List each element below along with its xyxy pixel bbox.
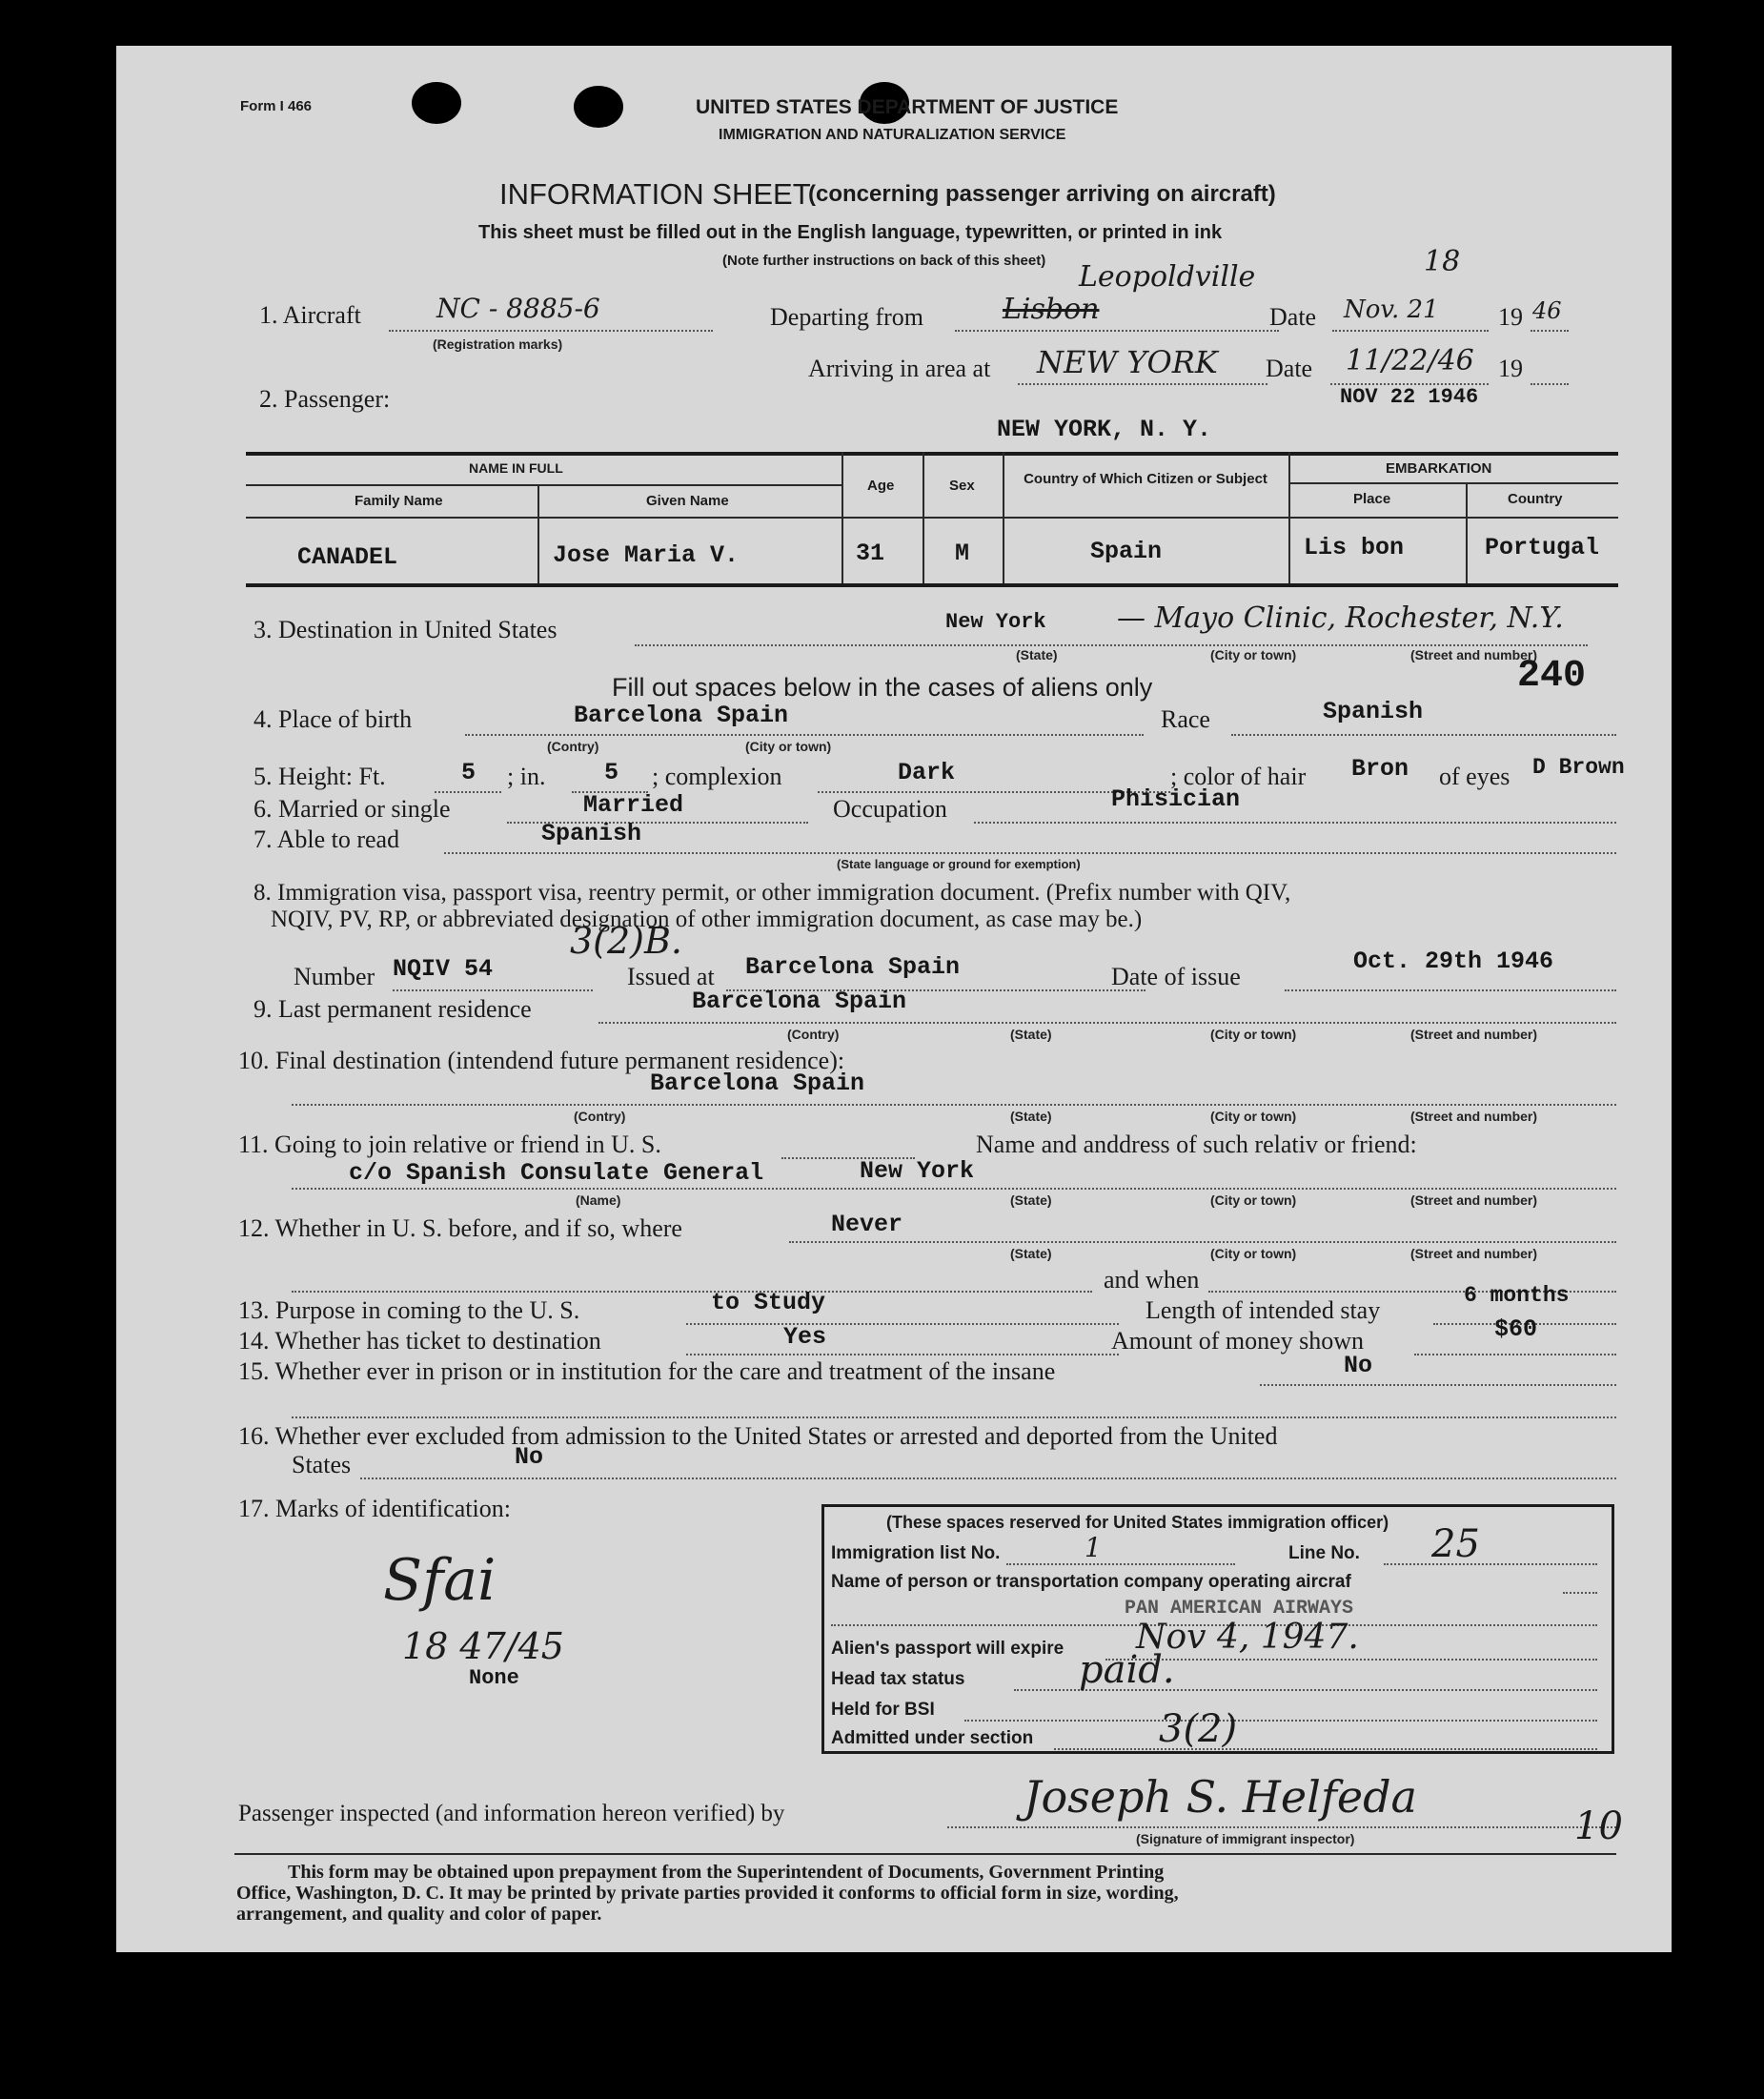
q12-city-caption: (City or town) (1210, 1246, 1297, 1261)
aliens-only-note: Fill out spaces below in the cases of aliens only (612, 673, 1153, 702)
eyes-value: D Brown (1532, 755, 1625, 780)
embarkation-place-header: Place (1353, 491, 1391, 507)
punch-hole-1 (412, 82, 461, 124)
q3-state: New York (945, 610, 1046, 634)
arriving-value: NEW YORK (1037, 344, 1218, 380)
document-number-label: Number (294, 963, 375, 990)
held-bsi-label: Held for BSI (831, 1700, 935, 1720)
issued-at-label: Issued at (627, 963, 715, 990)
q6-label: 6. Married or single (253, 795, 451, 823)
departing-value: Lisbon (1003, 293, 1100, 326)
admitted-section-value: 3(2) (1159, 1707, 1238, 1751)
q10-city-caption: (City or town) (1210, 1109, 1297, 1124)
q12-label: 12. Whether in U. S. before, and if so, where (238, 1214, 682, 1242)
relative-name-value: c/o Spanish Consulate General (349, 1159, 764, 1187)
complexion-value: Dark (898, 759, 956, 786)
departing-label: Departing from (770, 303, 924, 331)
q9-label: 9. Last permanent residence (253, 995, 532, 1023)
q11-state-caption: (State) (1010, 1192, 1052, 1208)
excluded-value: No (515, 1443, 544, 1471)
q12-street-caption: (Street and number) (1410, 1246, 1538, 1261)
citizenship-value: Spain (1090, 538, 1163, 565)
q7-caption: (State language or ground for exemption) (837, 857, 1081, 871)
immigration-list-value: 1 (1085, 1532, 1102, 1563)
q13-label: 13. Purpose in coming to the U. S. (238, 1296, 580, 1324)
q3-street-caption: (Street and number) (1410, 647, 1538, 662)
departure-date-correction: 18 (1424, 245, 1461, 278)
form-number: Form I 466 (240, 98, 313, 114)
q10-country-caption: (Contry) (574, 1109, 626, 1124)
last-residence-value: Barcelona Spain (692, 988, 907, 1015)
given-name-header: Given Name (646, 493, 729, 509)
operator-label: Name of person or transportation company operating aircraf (831, 1572, 1351, 1592)
arriving-label: Arriving in area at (808, 355, 991, 382)
line-no-label: Line No. (1288, 1543, 1360, 1563)
previous-us-visit-value: Never (831, 1211, 903, 1238)
q3-label: 3. Destination in United States (253, 616, 558, 643)
relative-city-value: New York (860, 1157, 975, 1185)
instructions: This sheet must be filled out in the English language, typewritten, or printed in ink (478, 222, 1223, 243)
head-tax-value: paid. (1079, 1648, 1175, 1692)
and-when-label: and when (1104, 1266, 1200, 1294)
height-feet-value: 5 (461, 759, 476, 786)
stay-length-label: Length of intended stay (1146, 1296, 1381, 1324)
q11-name-caption: (Name) (576, 1192, 621, 1208)
eyes-label: of eyes (1439, 763, 1511, 790)
q3-city-caption: (City or town) (1210, 647, 1297, 662)
arrival-date-value: 11/22/46 (1346, 344, 1474, 377)
q7-label: 7. Able to read (253, 825, 400, 853)
operator-value: PAN AMERICAN AIRWAYS (1125, 1598, 1354, 1620)
arrival-year-label: 19 (1498, 355, 1523, 382)
footer-line1: This form may be obtained upon prepayment from the Superintendent of Documents, Government Printing (288, 1862, 1165, 1883)
sex-value: M (955, 540, 970, 567)
q16-label: 16. Whether ever excluded from admission to the United States or arrested and deported from the United (238, 1422, 1278, 1450)
department-name: UNITED STATES DEPARTMENT OF JUSTICE (696, 96, 1119, 118)
ticket-value: Yes (783, 1323, 827, 1351)
departure-date-label: Date (1269, 303, 1317, 331)
departure-year-label: 19 (1498, 303, 1523, 331)
q9-country-caption: (Contry) (787, 1027, 840, 1042)
date-of-issue-label: Date of issue (1111, 963, 1241, 990)
complexion-label: ; complexion (652, 763, 782, 790)
q11-street-caption: (Street and number) (1410, 1192, 1538, 1208)
inspector-signature-caption: (Signature of immigrant inspector) (1136, 1831, 1355, 1846)
registration-marks-caption: (Registration marks) (433, 336, 563, 352)
sheet-title: INFORMATION SHEET (499, 177, 811, 211)
embarkation-header: EMBARKATION (1386, 460, 1492, 477)
punch-hole-2 (574, 86, 623, 128)
passenger-label: 2. Passenger: (259, 385, 391, 413)
issued-at-value: Barcelona Spain (745, 953, 961, 981)
able-to-read-value: Spanish (541, 820, 642, 847)
departure-year-value: 46 (1532, 297, 1562, 324)
identification-value: None (469, 1666, 519, 1690)
money-label: Amount of money shown (1111, 1327, 1365, 1355)
q8-line1: 8. Immigration visa, passport visa, reentry permit, or other immigration document. (Prefix number with QIV, (253, 880, 1291, 906)
q11-label2: Name and anddress of such relativ or friend: (976, 1131, 1417, 1158)
q10-street-caption: (Street and number) (1410, 1109, 1538, 1124)
line-no-value: 25 (1431, 1522, 1480, 1566)
height-inches-value: 5 (604, 759, 619, 786)
q15-label: 15. Whether ever in prison or in institution for the care and treatment of the insane (238, 1357, 1056, 1385)
aircraft-value: NC - 8885-6 (436, 293, 600, 324)
footer-line3: arrangement, and quality and color of paper. (236, 1904, 602, 1925)
passport-expire-label: Alien's passport will expire (831, 1639, 1064, 1659)
passport-expire-value: Nov 4, 1947. (1136, 1618, 1359, 1657)
marital-status-value: Married (583, 791, 684, 819)
hair-value: Bron (1351, 755, 1409, 783)
inspected-label: Passenger inspected (and information hereon verified) by (238, 1801, 785, 1826)
departure-date-value: Nov. 21 (1344, 295, 1439, 324)
q8-line2: NQIV, PV, RP, or abbreviated designation of other immigration document, as case may be.) (271, 907, 1143, 932)
race-value: Spanish (1323, 698, 1424, 725)
service-name: IMMIGRATION AND NATURALIZATION SERVICE (719, 127, 1066, 143)
date-of-issue-value: Oct. 29th 1946 (1353, 948, 1554, 975)
embarkation-place-value: Lis bon (1304, 534, 1405, 561)
inspector-signature: Joseph S. Helfeda (1024, 1771, 1417, 1823)
sex-header: Sex (949, 478, 975, 494)
sheet-subtitle: (concerning passenger arriving on aircraft) (808, 181, 1276, 207)
stay-length-value: 6 months (1464, 1283, 1570, 1308)
country-citizen-header: Country of Which Citizen or Subject (1024, 471, 1267, 487)
q10-state-caption: (State) (1010, 1109, 1052, 1124)
q9-city-caption: (City or town) (1210, 1027, 1297, 1042)
family-name-header: Family Name (355, 493, 443, 509)
hair-label: ; color of hair (1170, 763, 1307, 790)
head-tax-label: Head tax status (831, 1669, 965, 1689)
q11-city-caption: (City or town) (1210, 1192, 1297, 1208)
form-sheet (116, 46, 1672, 1952)
q5-label: 5. Height: Ft. (253, 763, 386, 790)
birthplace-value: Barcelona Spain (574, 702, 789, 729)
q16-label2: States (292, 1451, 352, 1478)
name-in-full-header: NAME IN FULL (469, 460, 563, 476)
inspector-mark: 10 (1574, 1804, 1623, 1848)
identification-number: 18 47/45 (402, 1625, 564, 1667)
immigration-list-label: Immigration list No. (831, 1543, 1001, 1563)
embarkation-country-value: Portugal (1485, 534, 1600, 561)
inches-label: ; in. (507, 763, 546, 790)
purpose-value: to Study (711, 1289, 826, 1316)
prison-value: No (1344, 1352, 1373, 1379)
age-value: 31 (856, 540, 885, 567)
arrival-stamp-date: NOV 22 1946 (1340, 385, 1479, 409)
document-handwritten-section: 3(2)B. (570, 920, 683, 962)
q9-street-caption: (Street and number) (1410, 1027, 1538, 1042)
footer-line2: Office, Washington, D. C. It may be printed by private parties provided it conforms to official form in size, wording, (236, 1883, 1179, 1904)
occupation-label: Occupation (833, 795, 947, 823)
occupation-value: Phisician (1111, 785, 1241, 813)
age-header: Age (867, 478, 895, 494)
officer-section-title: (These spaces reserved for United States immigration officer) (886, 1513, 1389, 1532)
money-value: $60 (1494, 1315, 1538, 1343)
q3-state-caption: (State) (1016, 647, 1058, 662)
q12-state-caption: (State) (1010, 1246, 1052, 1261)
q9-state-caption: (State) (1010, 1027, 1052, 1042)
embarkation-country-header: Country (1508, 491, 1563, 507)
given-name-value: Jose Maria V. (553, 541, 740, 569)
q11-label: 11. Going to join relative or friend in U. S. (238, 1131, 661, 1158)
q10-label: 10. Final destination (intendend future permanent residence): (238, 1047, 845, 1074)
document-number-value: NQIV 54 (393, 955, 494, 983)
final-destination-value: Barcelona Spain (650, 1070, 865, 1097)
arrival-stamp-place: NEW YORK, N. Y. (997, 416, 1212, 443)
arrival-date-label: Date (1266, 355, 1313, 382)
q4-country-caption: (Contry) (547, 739, 599, 754)
admitted-section-label: Admitted under section (831, 1728, 1034, 1748)
family-name-value: CANADEL (297, 543, 398, 571)
instructions-note: (Note further instructions on back of this sheet) (722, 253, 1046, 269)
aircraft-label: 1. Aircraft (259, 301, 361, 329)
q17-label: 17. Marks of identification: (238, 1495, 511, 1522)
identification-handwriting: Sfai (383, 1547, 497, 1614)
q3-number: 240 (1517, 655, 1587, 698)
q4-label: 4. Place of birth (253, 705, 413, 733)
race-label: Race (1161, 705, 1210, 733)
q4-city-caption: (City or town) (745, 739, 832, 754)
q14-label: 14. Whether has ticket to destination (238, 1327, 601, 1355)
departing-correction: Leopoldville (1079, 260, 1256, 294)
q3-handwritten: — Mayo Clinic, Rochester, N.Y. (1117, 601, 1564, 635)
